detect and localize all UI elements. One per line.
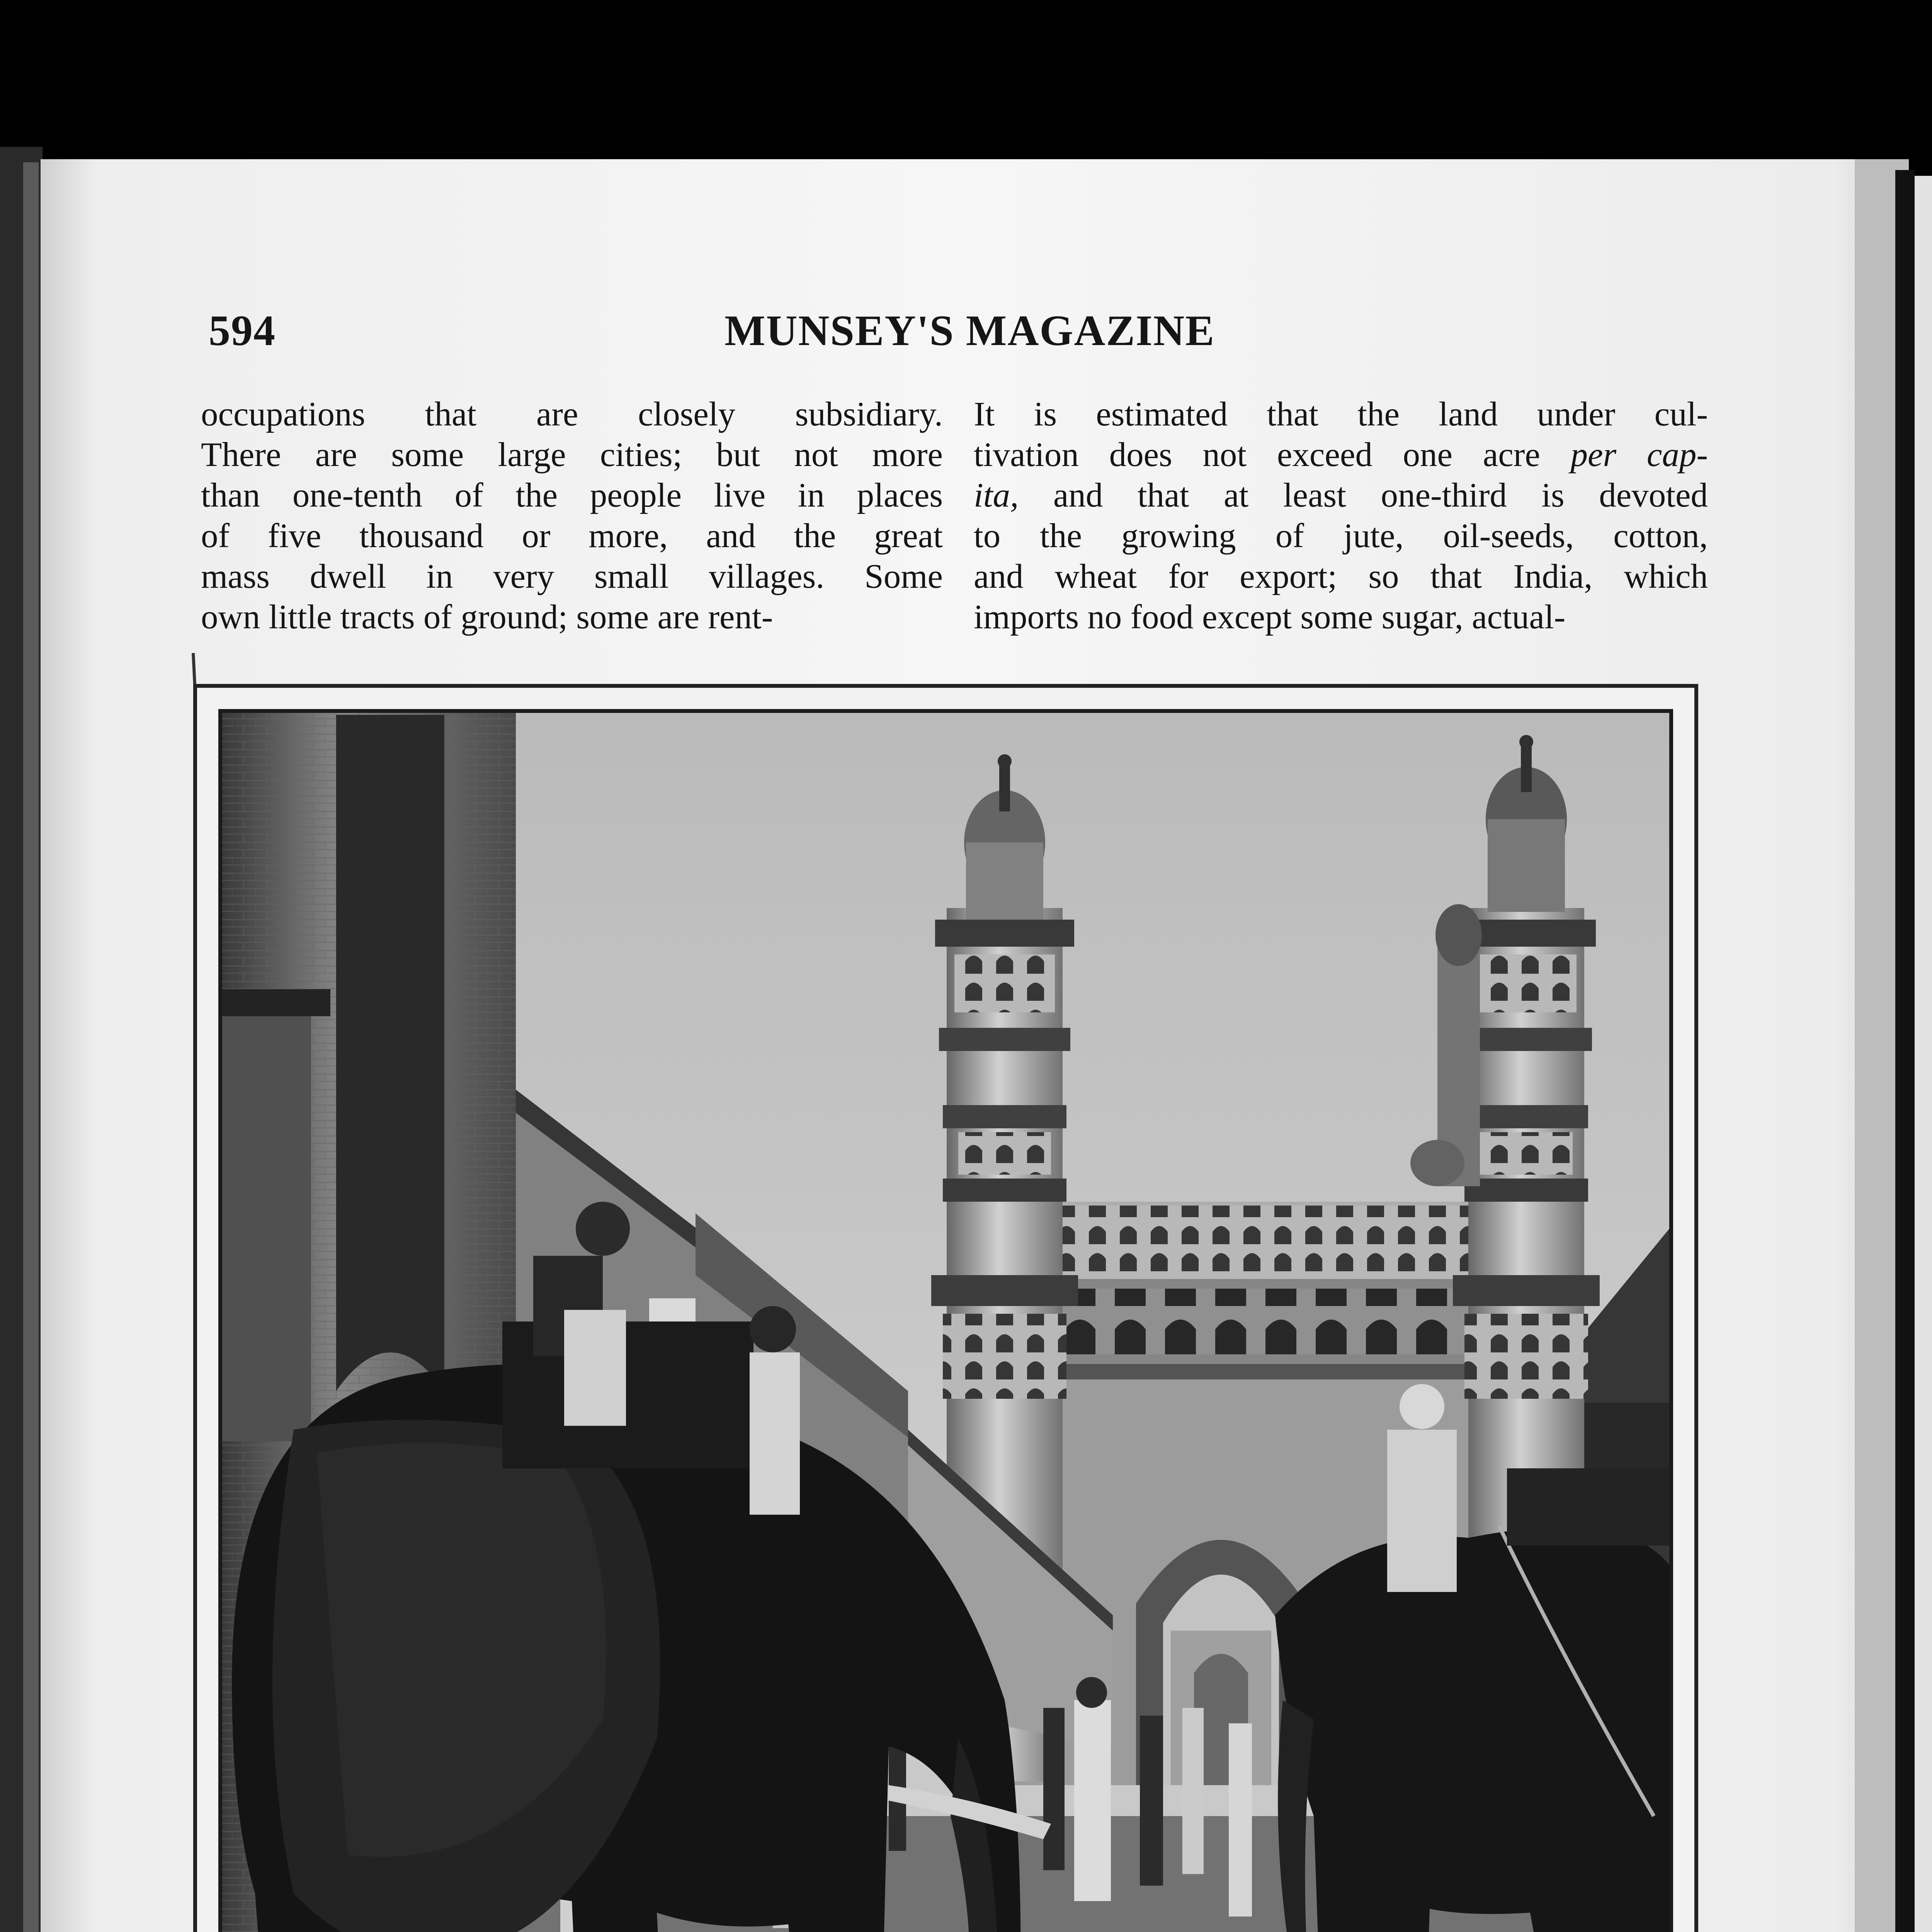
text-line	[974, 394, 1708, 435]
text-line: occupations that are closely subsidiary.	[201, 395, 943, 433]
italic-text: per cap-	[1570, 436, 1708, 474]
photo-char-minar	[222, 713, 1669, 1932]
text-line	[974, 475, 1708, 516]
text-run: to the growing of jute, oil-seeds, cotton,	[974, 517, 1708, 555]
text-run: imports no food except some sugar, actual-	[974, 598, 1566, 636]
text-line: mass dwell in very small villages. Some	[201, 558, 943, 595]
text-line	[974, 597, 1708, 638]
text-line	[974, 435, 1708, 475]
text-line: of five thousand or more, and the great	[201, 517, 943, 555]
page-number: 594	[209, 307, 276, 355]
text-run: tivation does not exceed one acre	[974, 436, 1571, 474]
text-line: There are some large cities; but not more	[201, 436, 943, 474]
text-run: and wheat for export; so that India, which	[974, 558, 1708, 595]
text-column-top-left	[201, 394, 943, 638]
text-run: and that at least one-third is devoted	[1019, 476, 1708, 514]
text-line	[974, 516, 1708, 556]
text-run: It is estimated that the land under cul-	[974, 395, 1708, 433]
text-line	[974, 556, 1708, 597]
text-line: own little tracts of ground; some are rent-	[201, 598, 773, 636]
text-column-top-right	[974, 394, 1708, 638]
italic-text: ita,	[974, 476, 1019, 514]
text-line: than one-tenth of the people live in places	[201, 476, 943, 514]
running-head: MUNSEY'S MAGAZINE	[724, 307, 1215, 355]
